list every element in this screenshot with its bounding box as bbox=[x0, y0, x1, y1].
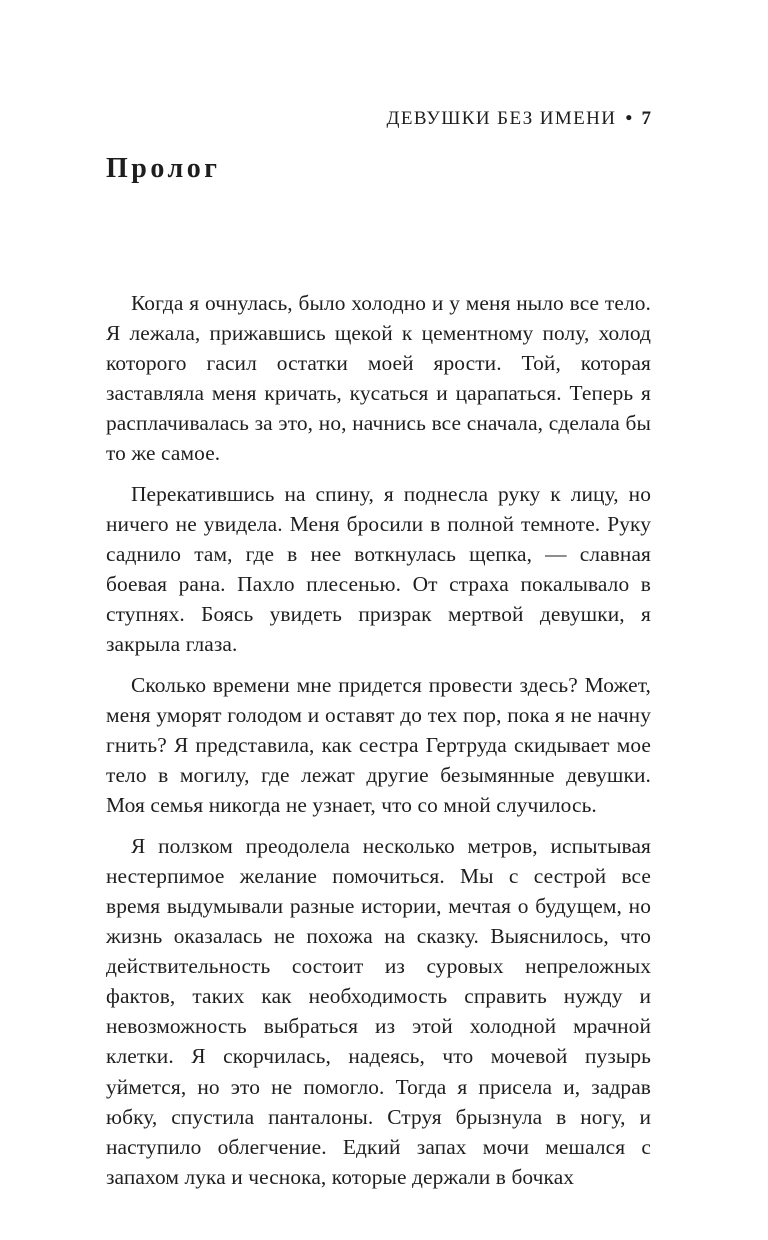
running-head-title: ДЕВУШКИ БЕЗ ИМЕНИ bbox=[386, 108, 617, 129]
body-text bbox=[106, 288, 651, 1202]
paragraph: Сколько времени мне придется провести здесь? Может, меня уморят голодом и оставят до тех пор, пока я не начну гнить? Я представила, как сестра Гертруда скидывает мое тело в могилу, где лежат другие безымянные девушки. Моя семья никогда не узнает, что со мной случилось. bbox=[106, 672, 651, 818]
page-number: 7 bbox=[641, 108, 651, 129]
running-head-separator: • bbox=[625, 108, 634, 129]
running-head bbox=[386, 104, 651, 134]
paragraph: Когда я очнулась, было холодно и у меня ныло все тело. Я лежала, прижавшись щекой к цементному полу, холод которого гасил остатки моей ярости. Той, которая заставляла меня кричать, кусаться и царапаться. Теперь я расплачивалась за это, но, начнись все сначала, сделала бы то же самое. bbox=[106, 291, 651, 466]
paragraph: Я ползком преодолела несколько метров, испытывая нестерпимое желание помочиться. Мы с сестрой все время выдумывали разные истории, мечтая о будущем, но жизнь оказалась не похожа на сказку. Выяснилось, что действительность состоит из суровых непреложных фактов, таких как необходимость справить нужду и невозможность выбраться из этой холодной мрачной клетки. Я скорчилась, надеясь, что мочевой пузырь уймется, но это не помогло. Тогда я присела и, задрав юбку, спустила панталоны. Струя брызнула в ногу, и наступило облегчение. Едкий запах мочи мешался с запахом лука и чеснока, которые держали в бочках bbox=[106, 833, 651, 1189]
chapter-title: Пролог bbox=[106, 153, 221, 184]
paragraph: Перекатившись на спину, я поднесла руку к лицу, но ничего не увидела. Меня бросили в полной темноте. Руку саднило там, где в нее воткнулась щепка, — славная боевая рана. Пахло плесенью. От страха покалывало в ступнях. Боясь увидеть призрак мертвой девушки, я закрыла глаза. bbox=[106, 481, 651, 657]
